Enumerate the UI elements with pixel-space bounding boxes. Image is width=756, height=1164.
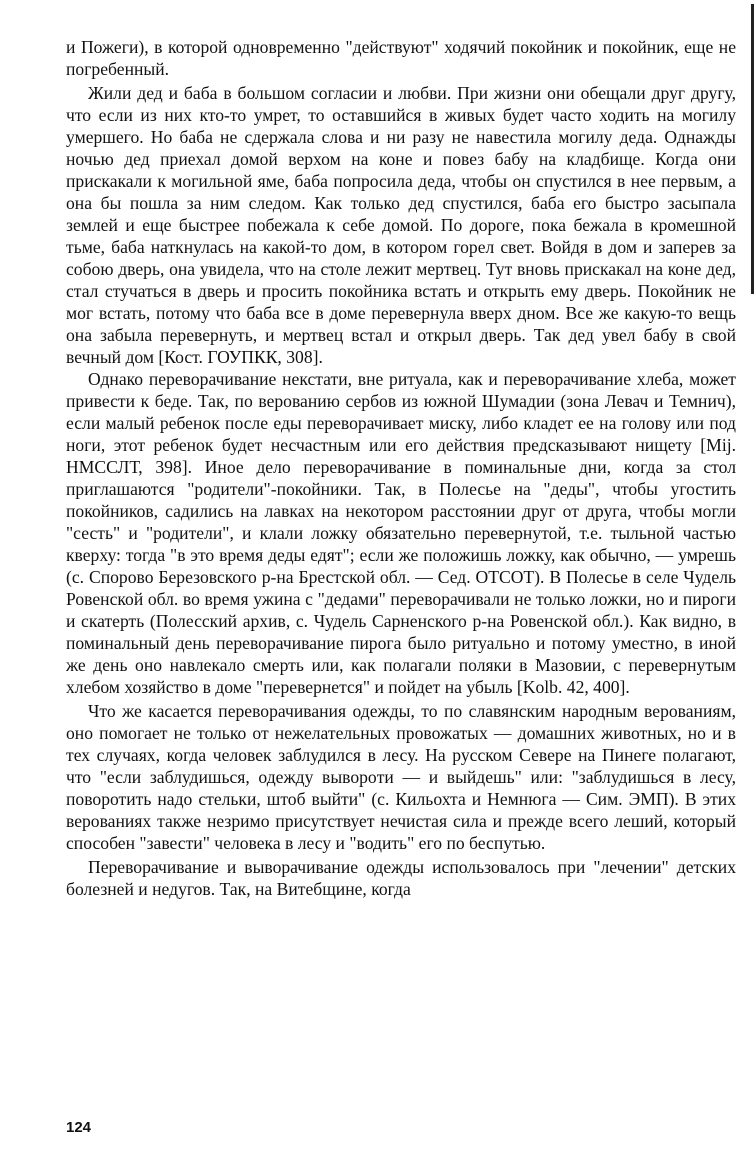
paragraph-healing: Переворачивание и выворачивание одежды использовалось при "лечении" детских болезней и недугов. Так, на Витебщине, когда — [66, 857, 736, 899]
page-number: 124 — [66, 1119, 92, 1136]
page-text-block — [66, 36, 736, 900]
paragraph-tale: Жили дед и баба в большом согласии и любви. При жизни они обещали друг другу, что если из них кто-то умрет, то оставшийся в живых будет часто ходить на могилу умершего. Но баба не сдержала слова и ни разу не навестила могилу деда. Однажды ночью дед приехал домой верхом на коне и повез бабу на кладбище. Когда они прискакали к могильной яме, баба попросила деда, чтобы он спустился в нее первым, а она бы пошла за ним следом. Как только дед спустился, баба его быстро засыпала землей и еще быстрее побежала к себе домой. По дороге, пока бежала в кромешной тьме, баба наткнулась на какой-то дом, в котором горел свет. Войдя в дом и заперев за собою дверь, она увидела, что на столе лежит мертвец. Тут вновь прискакал на коне дед, стал стучаться в дверь и просить покойника встать и открыть ему дверь. Покойник не мог встать, потому что баба все в доме перевернула вверх дном. Все же какую-то вещь она забыла перевернуть, и мертвец встал и открыл дверь. Так дед увел бабу в свой вечный дом [Кост. ГОУПКК, 308]. — [66, 83, 736, 367]
paragraph-clothing: Что же касается переворачивания одежды, то по славянским народным верованиям, оно помогает не только от нежелательных провожатых — домашних животных, но и в тех случаях, когда человек заблудился в лесу. На русском Севере на Пинеге полагают, что "если заблудишься, одежду выворoти — и выйдешь" или: "заблудишься в лесу, поворотить надо стельки, штоб выйти" (с. Кильохта и Немнюга — Сим. ЭМП). В этих верованиях также незримо присутствует нечистая сила и прежде всего леший, который способен "завести" человека в лесу и "водить" его по беспутью. — [66, 701, 736, 853]
page-edge-line — [751, 4, 754, 294]
paragraph-overturning-bread: Однако переворачивание некстати, вне ритуала, как и переворачивание хлеба, может привести к беде. Так, по верованию сербов из южной Шумадии (зона Левач и Темнич), если малый ребенок после еды переворачивает миску, либо кладет ее на голову или под ноги, этот ребенок будет несчастным или его действия предсказывают нищету [Мiј. НМССЛТ, 398]. Иное дело переворачивание в поминальные дни, когда за стол приглашаются "родители"-покойники. Так, в Полесье на "деды", чтобы угостить покойников, садились на лавках на некотором расстоянии друг от друга, чтобы могли "сесть" и "родители", и клали ложку обязательно перевернутой, т.е. тыльной частью кверху: тогда "в это время деды едят"; если же положишь ложку, как обычно, — умрешь (с. Спорово Березовского р-на Брестской обл. — Сед. ОТСОТ). В Полесье в селе Чудель Ровенской обл. во время ужина с "дедами" переворачивали не только ложки, но и пироги и скатерть (Полесский архив, с. Чудель Сарненского р-на Ровенской обл.). Как видно, в поминальный день переворачивание пирога было ритуально и потому уместно, в иной же день оно навлекало смерть или, как полагали поляки в Мазовии, с перевернутым хлебом хозяйство в доме "перевернется" и пойдет на убыль [Kolb. 42, 400]. — [66, 369, 736, 697]
paragraph-continuation: и Пожеги), в которой одновременно "действуют" ходячий покойник и покойник, еще не погребенный. — [66, 37, 736, 79]
